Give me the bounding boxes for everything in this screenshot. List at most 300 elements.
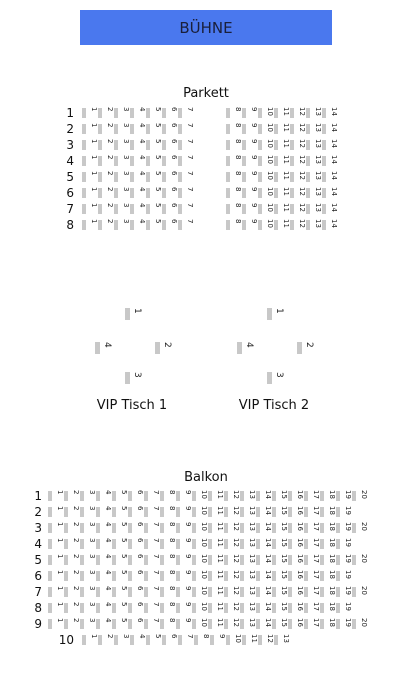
seat[interactable] [48,554,64,566]
seat[interactable] [112,586,128,598]
seat[interactable] [82,219,98,231]
seat[interactable] [112,522,128,534]
seat[interactable] [290,203,306,215]
seat[interactable] [112,602,128,614]
seat[interactable] [306,123,322,135]
seat[interactable] [48,522,64,534]
seat[interactable] [256,554,272,566]
seat[interactable] [336,602,352,614]
seat[interactable] [160,602,176,614]
seat[interactable] [82,139,98,151]
seat[interactable] [224,490,240,502]
seat[interactable] [160,554,176,566]
seat[interactable] [242,203,258,215]
seat[interactable] [96,490,112,502]
seat[interactable] [288,602,304,614]
seat[interactable] [178,139,194,151]
seat[interactable] [112,570,128,582]
seat[interactable] [306,219,322,231]
seat[interactable] [192,538,208,550]
seat[interactable] [320,538,336,550]
seat[interactable] [96,618,112,630]
seat[interactable] [322,203,338,215]
seat[interactable] [224,586,240,598]
seat[interactable] [322,187,338,199]
seat[interactable] [96,538,112,550]
seat[interactable] [98,203,114,215]
seat[interactable] [336,586,352,598]
seat[interactable] [112,490,128,502]
seat[interactable] [240,586,256,598]
seat[interactable] [95,342,113,356]
seat[interactable] [80,538,96,550]
seat[interactable] [160,490,176,502]
seat[interactable] [226,139,242,151]
seat[interactable] [144,538,160,550]
seat[interactable] [290,123,306,135]
seat[interactable] [272,538,288,550]
seat[interactable] [160,522,176,534]
seat[interactable] [226,107,242,119]
seat[interactable] [96,554,112,566]
seat[interactable] [114,123,130,135]
seat[interactable] [210,634,226,646]
seat[interactable] [176,506,192,518]
seat[interactable] [176,490,192,502]
seat[interactable] [192,570,208,582]
seat[interactable] [306,203,322,215]
seat[interactable] [194,634,210,646]
seat[interactable] [96,602,112,614]
seat[interactable] [144,602,160,614]
seat[interactable] [112,618,128,630]
seat[interactable] [162,123,178,135]
seat[interactable] [98,139,114,151]
seat[interactable] [98,187,114,199]
seat[interactable] [64,586,80,598]
seat[interactable] [208,586,224,598]
seat[interactable] [226,634,242,646]
seat[interactable] [242,187,258,199]
seat[interactable] [160,506,176,518]
seat[interactable] [240,570,256,582]
seat[interactable] [352,490,368,502]
seat[interactable] [224,538,240,550]
seat[interactable] [224,506,240,518]
seat[interactable] [208,554,224,566]
seat[interactable] [272,602,288,614]
seat[interactable] [208,522,224,534]
seat[interactable] [82,203,98,215]
seat[interactable] [256,538,272,550]
seat[interactable] [256,522,272,534]
seat[interactable] [256,506,272,518]
seat[interactable] [290,171,306,183]
seat[interactable] [240,506,256,518]
seat[interactable] [64,538,80,550]
seat[interactable] [288,586,304,598]
seat[interactable] [258,187,274,199]
seat[interactable] [144,618,160,630]
seat[interactable] [290,139,306,151]
seat[interactable] [226,155,242,167]
seat[interactable] [192,618,208,630]
seat[interactable] [192,490,208,502]
seat[interactable] [320,618,336,630]
seat[interactable] [96,522,112,534]
seat[interactable] [256,618,272,630]
seat[interactable] [336,538,352,550]
seat[interactable] [144,506,160,518]
seat[interactable] [272,586,288,598]
seat[interactable] [162,203,178,215]
seat[interactable] [48,570,64,582]
seat[interactable] [242,634,258,646]
seat[interactable] [176,618,192,630]
seat[interactable] [146,171,162,183]
seat[interactable] [146,187,162,199]
seat[interactable] [128,538,144,550]
seat[interactable] [162,107,178,119]
seat[interactable] [240,538,256,550]
seat[interactable] [352,586,368,598]
seat[interactable] [128,602,144,614]
seat[interactable] [304,570,320,582]
seat[interactable] [144,586,160,598]
seat[interactable] [336,554,352,566]
seat[interactable] [80,506,96,518]
seat[interactable] [242,171,258,183]
seat[interactable] [125,308,143,322]
seat[interactable] [224,618,240,630]
seat[interactable] [176,602,192,614]
seat[interactable] [128,490,144,502]
seat[interactable] [178,634,194,646]
seat[interactable] [224,570,240,582]
seat[interactable] [80,570,96,582]
seat[interactable] [306,139,322,151]
seat[interactable] [304,618,320,630]
seat[interactable] [240,490,256,502]
seat[interactable] [144,554,160,566]
seat[interactable] [82,107,98,119]
seat[interactable] [304,554,320,566]
seat[interactable] [176,522,192,534]
seat[interactable] [290,187,306,199]
seat[interactable] [178,203,194,215]
seat[interactable] [96,570,112,582]
seat[interactable] [130,139,146,151]
seat[interactable] [48,602,64,614]
seat[interactable] [160,538,176,550]
seat[interactable] [242,155,258,167]
seat[interactable] [64,490,80,502]
seat[interactable] [224,522,240,534]
seat[interactable] [336,618,352,630]
seat[interactable] [267,308,285,322]
seat[interactable] [240,554,256,566]
seat[interactable] [208,602,224,614]
seat[interactable] [272,618,288,630]
seat[interactable] [114,155,130,167]
seat[interactable] [304,522,320,534]
seat[interactable] [226,187,242,199]
seat[interactable] [258,634,274,646]
seat[interactable] [98,107,114,119]
seat[interactable] [258,203,274,215]
seat[interactable] [274,203,290,215]
seat[interactable] [320,522,336,534]
seat[interactable] [290,107,306,119]
seat[interactable] [272,554,288,566]
seat[interactable] [130,155,146,167]
seat[interactable] [226,123,242,135]
seat[interactable] [80,490,96,502]
seat[interactable] [130,107,146,119]
seat[interactable] [48,586,64,598]
seat[interactable] [155,342,173,356]
seat[interactable] [130,187,146,199]
seat[interactable] [322,139,338,151]
seat[interactable] [178,219,194,231]
seat[interactable] [176,538,192,550]
seat[interactable] [178,171,194,183]
seat[interactable] [322,123,338,135]
seat[interactable] [336,506,352,518]
seat[interactable] [64,602,80,614]
seat[interactable] [162,634,178,646]
seat[interactable] [258,139,274,151]
seat[interactable] [82,634,98,646]
seat[interactable] [320,554,336,566]
seat[interactable] [162,139,178,151]
seat[interactable] [80,618,96,630]
seat[interactable] [144,570,160,582]
seat[interactable] [208,506,224,518]
seat[interactable] [274,155,290,167]
seat[interactable] [64,554,80,566]
seat[interactable] [144,522,160,534]
seat[interactable] [240,522,256,534]
seat[interactable] [48,490,64,502]
seat[interactable] [96,506,112,518]
seat[interactable] [146,634,162,646]
seat[interactable] [256,570,272,582]
seat[interactable] [242,219,258,231]
seat[interactable] [208,490,224,502]
seat[interactable] [240,602,256,614]
seat[interactable] [224,554,240,566]
seat[interactable] [258,155,274,167]
seat[interactable] [208,538,224,550]
seat[interactable] [128,570,144,582]
seat[interactable] [192,586,208,598]
seat[interactable] [274,107,290,119]
seat[interactable] [176,554,192,566]
seat[interactable] [64,522,80,534]
seat[interactable] [274,187,290,199]
seat[interactable] [80,586,96,598]
seat[interactable] [146,155,162,167]
seat[interactable] [320,570,336,582]
seat[interactable] [208,570,224,582]
seat[interactable] [82,123,98,135]
seat[interactable] [274,171,290,183]
seat[interactable] [336,522,352,534]
seat[interactable] [82,187,98,199]
seat[interactable] [48,538,64,550]
seat[interactable] [237,342,255,356]
seat[interactable] [352,618,368,630]
seat[interactable] [130,203,146,215]
seat[interactable] [274,139,290,151]
seat[interactable] [226,171,242,183]
seat[interactable] [352,522,368,534]
seat[interactable] [114,219,130,231]
seat[interactable] [272,570,288,582]
seat[interactable] [274,634,290,646]
seat[interactable] [176,586,192,598]
seat[interactable] [162,187,178,199]
seat[interactable] [80,602,96,614]
seat[interactable] [114,171,130,183]
seat[interactable] [242,139,258,151]
seat[interactable] [226,219,242,231]
seat[interactable] [306,171,322,183]
seat[interactable] [320,490,336,502]
seat[interactable] [146,219,162,231]
seat[interactable] [322,155,338,167]
seat[interactable] [304,490,320,502]
seat[interactable] [82,171,98,183]
seat[interactable] [146,107,162,119]
seat[interactable] [48,506,64,518]
seat[interactable] [128,506,144,518]
seat[interactable] [272,522,288,534]
seat[interactable] [304,602,320,614]
seat[interactable] [320,586,336,598]
seat[interactable] [256,586,272,598]
seat[interactable] [114,187,130,199]
seat[interactable] [208,618,224,630]
seat[interactable] [64,506,80,518]
seat[interactable] [288,490,304,502]
seat[interactable] [290,219,306,231]
seat[interactable] [304,506,320,518]
seat[interactable] [336,490,352,502]
seat[interactable] [267,372,285,386]
seat[interactable] [112,538,128,550]
seat[interactable] [114,107,130,119]
seat[interactable] [146,139,162,151]
seat[interactable] [98,155,114,167]
seat[interactable] [130,123,146,135]
seat[interactable] [98,634,114,646]
seat[interactable] [258,219,274,231]
seat[interactable] [162,219,178,231]
seat[interactable] [80,522,96,534]
seat[interactable] [306,107,322,119]
seat[interactable] [274,123,290,135]
seat[interactable] [288,522,304,534]
seat[interactable] [48,618,64,630]
seat[interactable] [130,219,146,231]
seat[interactable] [98,219,114,231]
seat[interactable] [160,586,176,598]
seat[interactable] [304,586,320,598]
seat[interactable] [272,506,288,518]
seat[interactable] [320,506,336,518]
seat[interactable] [226,203,242,215]
seat[interactable] [178,123,194,135]
seat[interactable] [240,618,256,630]
seat[interactable] [128,618,144,630]
seat[interactable] [128,554,144,566]
seat[interactable] [242,107,258,119]
seat[interactable] [288,506,304,518]
seat[interactable] [112,506,128,518]
seat[interactable] [288,618,304,630]
seat[interactable] [128,522,144,534]
seat[interactable] [114,634,130,646]
seat[interactable] [162,171,178,183]
seat[interactable] [192,522,208,534]
seat[interactable] [352,554,368,566]
seat[interactable] [192,506,208,518]
seat[interactable] [160,570,176,582]
seat[interactable] [162,155,178,167]
seat[interactable] [258,123,274,135]
seat[interactable] [322,219,338,231]
seat[interactable] [288,570,304,582]
seat[interactable] [256,490,272,502]
seat[interactable] [160,618,176,630]
seat[interactable] [176,570,192,582]
seat[interactable] [112,554,128,566]
seat[interactable] [146,203,162,215]
seat[interactable] [64,618,80,630]
seat[interactable] [336,570,352,582]
seat[interactable] [98,171,114,183]
seat[interactable] [146,123,162,135]
seat[interactable] [178,187,194,199]
seat[interactable] [242,123,258,135]
seat[interactable] [297,342,315,356]
seat[interactable] [114,139,130,151]
seat[interactable] [96,586,112,598]
seat[interactable] [288,538,304,550]
seat[interactable] [306,187,322,199]
seat[interactable] [322,171,338,183]
seat[interactable] [304,538,320,550]
seat[interactable] [192,602,208,614]
seat[interactable] [114,203,130,215]
seat[interactable] [130,171,146,183]
seat[interactable] [256,602,272,614]
seat[interactable] [224,602,240,614]
seat[interactable] [192,554,208,566]
seat[interactable] [80,554,96,566]
seat[interactable] [64,570,80,582]
seat[interactable] [98,123,114,135]
seat[interactable] [258,107,274,119]
seat[interactable] [320,602,336,614]
seat[interactable] [130,634,146,646]
seat[interactable] [82,155,98,167]
seat[interactable] [272,490,288,502]
seat[interactable] [258,171,274,183]
seat[interactable] [144,490,160,502]
